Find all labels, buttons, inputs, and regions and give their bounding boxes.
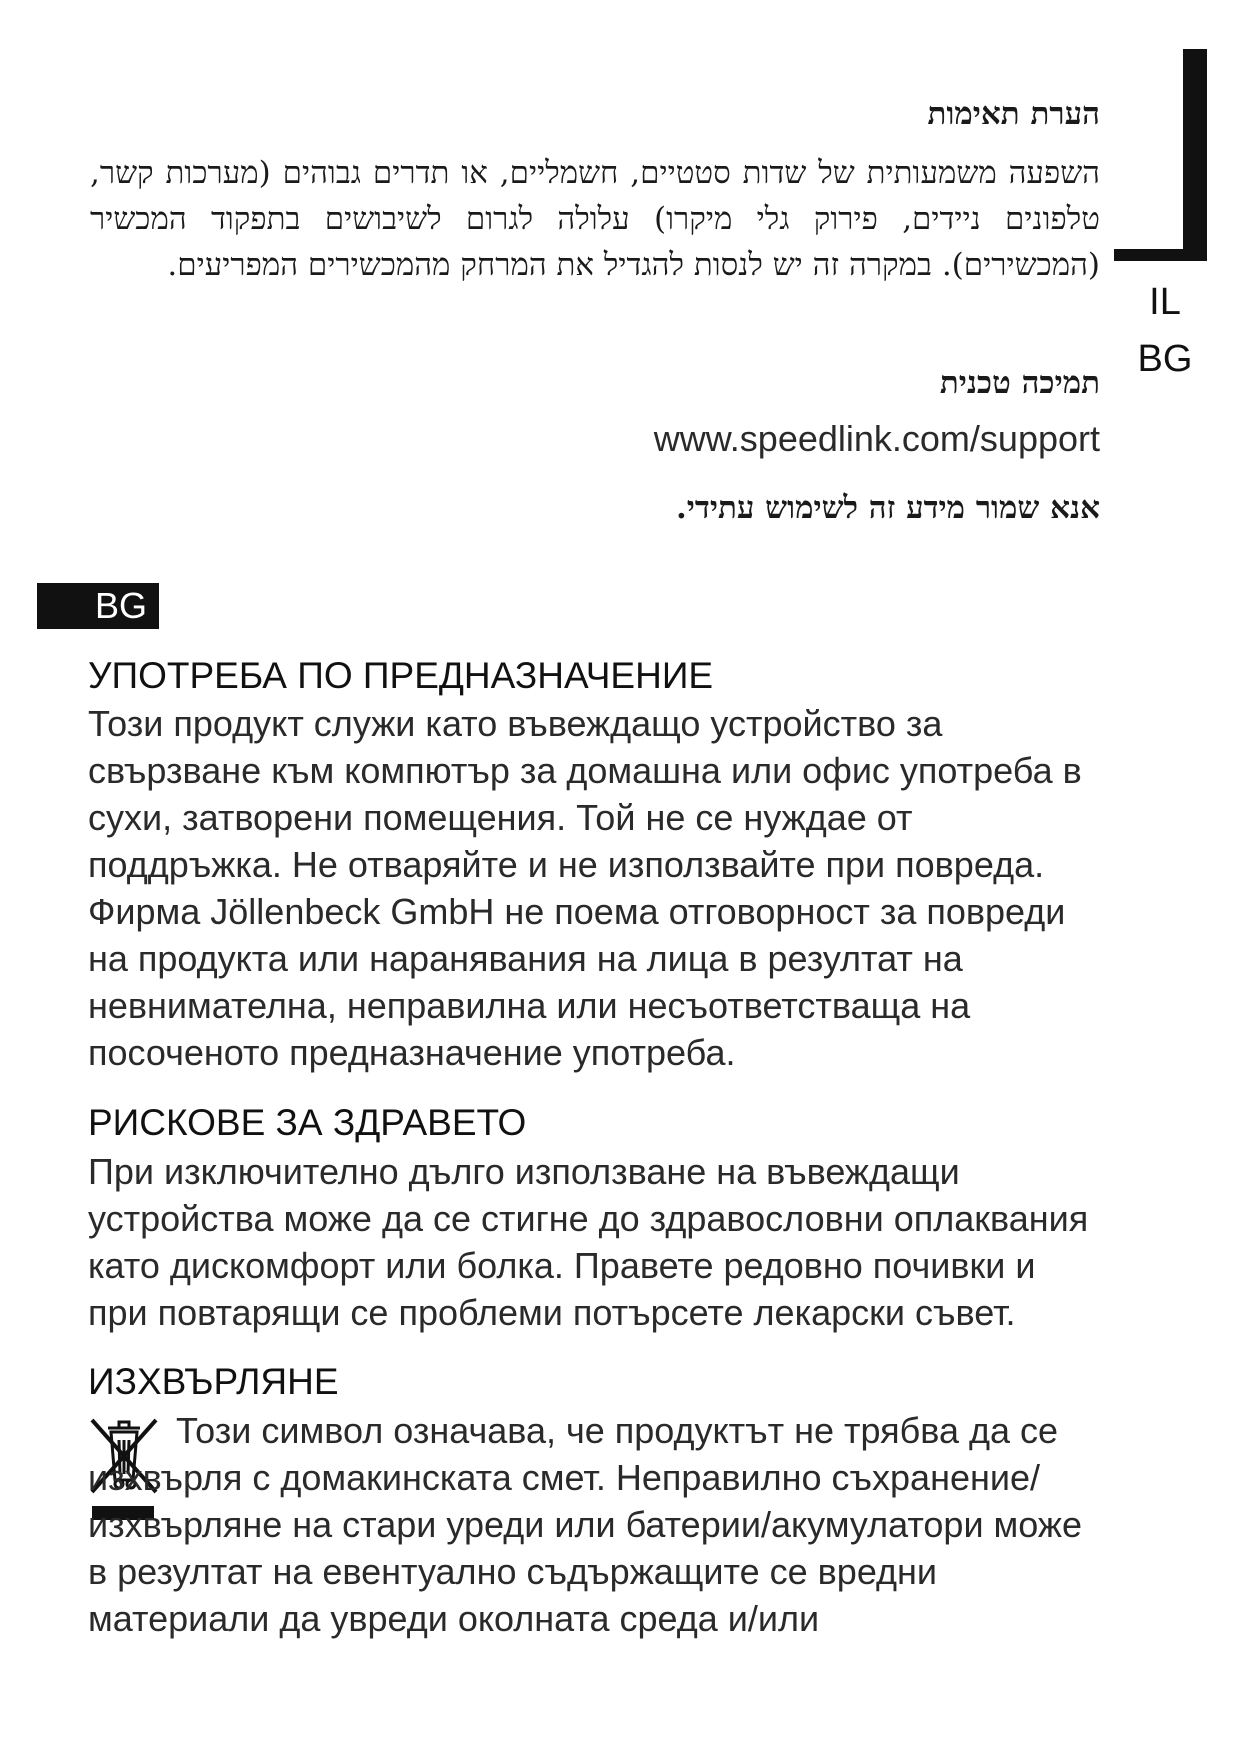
support-url[interactable]: www.speedlink.com/support xyxy=(653,418,1100,459)
side-tab-il: IL xyxy=(1149,281,1181,323)
disposal-body: Този символ означава, че продуктът не трябва да се изхвърля с домакинската смет. Неправилно съхранение/изхвърляне на стари уреди или батерии/акумулатори може в резултат на евентуално съдържащите се вредни материали да увреди околната среда и/или xyxy=(88,1410,1083,1639)
side-tab-bg: BG xyxy=(1137,338,1193,380)
intended-use-heading: УПОТРЕБА ПО ПРЕДНАЗНАЧЕНИЕ xyxy=(88,655,714,696)
language-badge-bg: BG xyxy=(37,583,159,629)
corner-marker-horizontal xyxy=(1114,249,1207,261)
disposal-heading: ИЗХВЪРЛЯНЕ xyxy=(88,1361,339,1402)
health-risks-body: При изключително дълго използване на въвеждащи устройства може да се стигне до здравословни оплаквания като дискомфорт или болка. Правете редовно почивки и при повтарящи се проблеми потърсете лекарски съвет. xyxy=(88,1151,1089,1333)
compat-body-he: השפעה משמעותית של שדות סטטיים, חשמליים, או תדרים גבוהים (מערכות קשר, טלפונים ניידים, פירוק גלי מיקרו) עלולה לגרום לשיבושים בתפקוד המכשיר (המכשירים). במקרה זה יש לנסות להגדיל את המרחק מהמכשירים המפריעים. xyxy=(90,155,1100,283)
intended-use-body: Този продукт служи като въвеждащо устройство за свързване към компютър за домашна или офис употреба в сухи, затворени помещения. Той не се нуждае от поддръжка. Не отваряйте и не използвайте при повреда. Фирма Jöllenbeck GmbH не поема отговорност за повреди на продукта или наранявания на лица в резултат на невнимателна, неправилна или несъответстваща на посоченото предназначение употреба. xyxy=(88,703,1082,1073)
health-risks-heading: РИСКОВЕ ЗА ЗДРАВЕТО xyxy=(88,1102,527,1143)
compat-heading-he: הערת תאימות xyxy=(927,96,1100,132)
corner-marker-vertical xyxy=(1183,49,1207,261)
keep-notice-he: אנא שמור מידע זה לשימוש עתידי. xyxy=(675,490,1100,526)
support-heading-he: תמיכה טכנית xyxy=(939,365,1100,401)
